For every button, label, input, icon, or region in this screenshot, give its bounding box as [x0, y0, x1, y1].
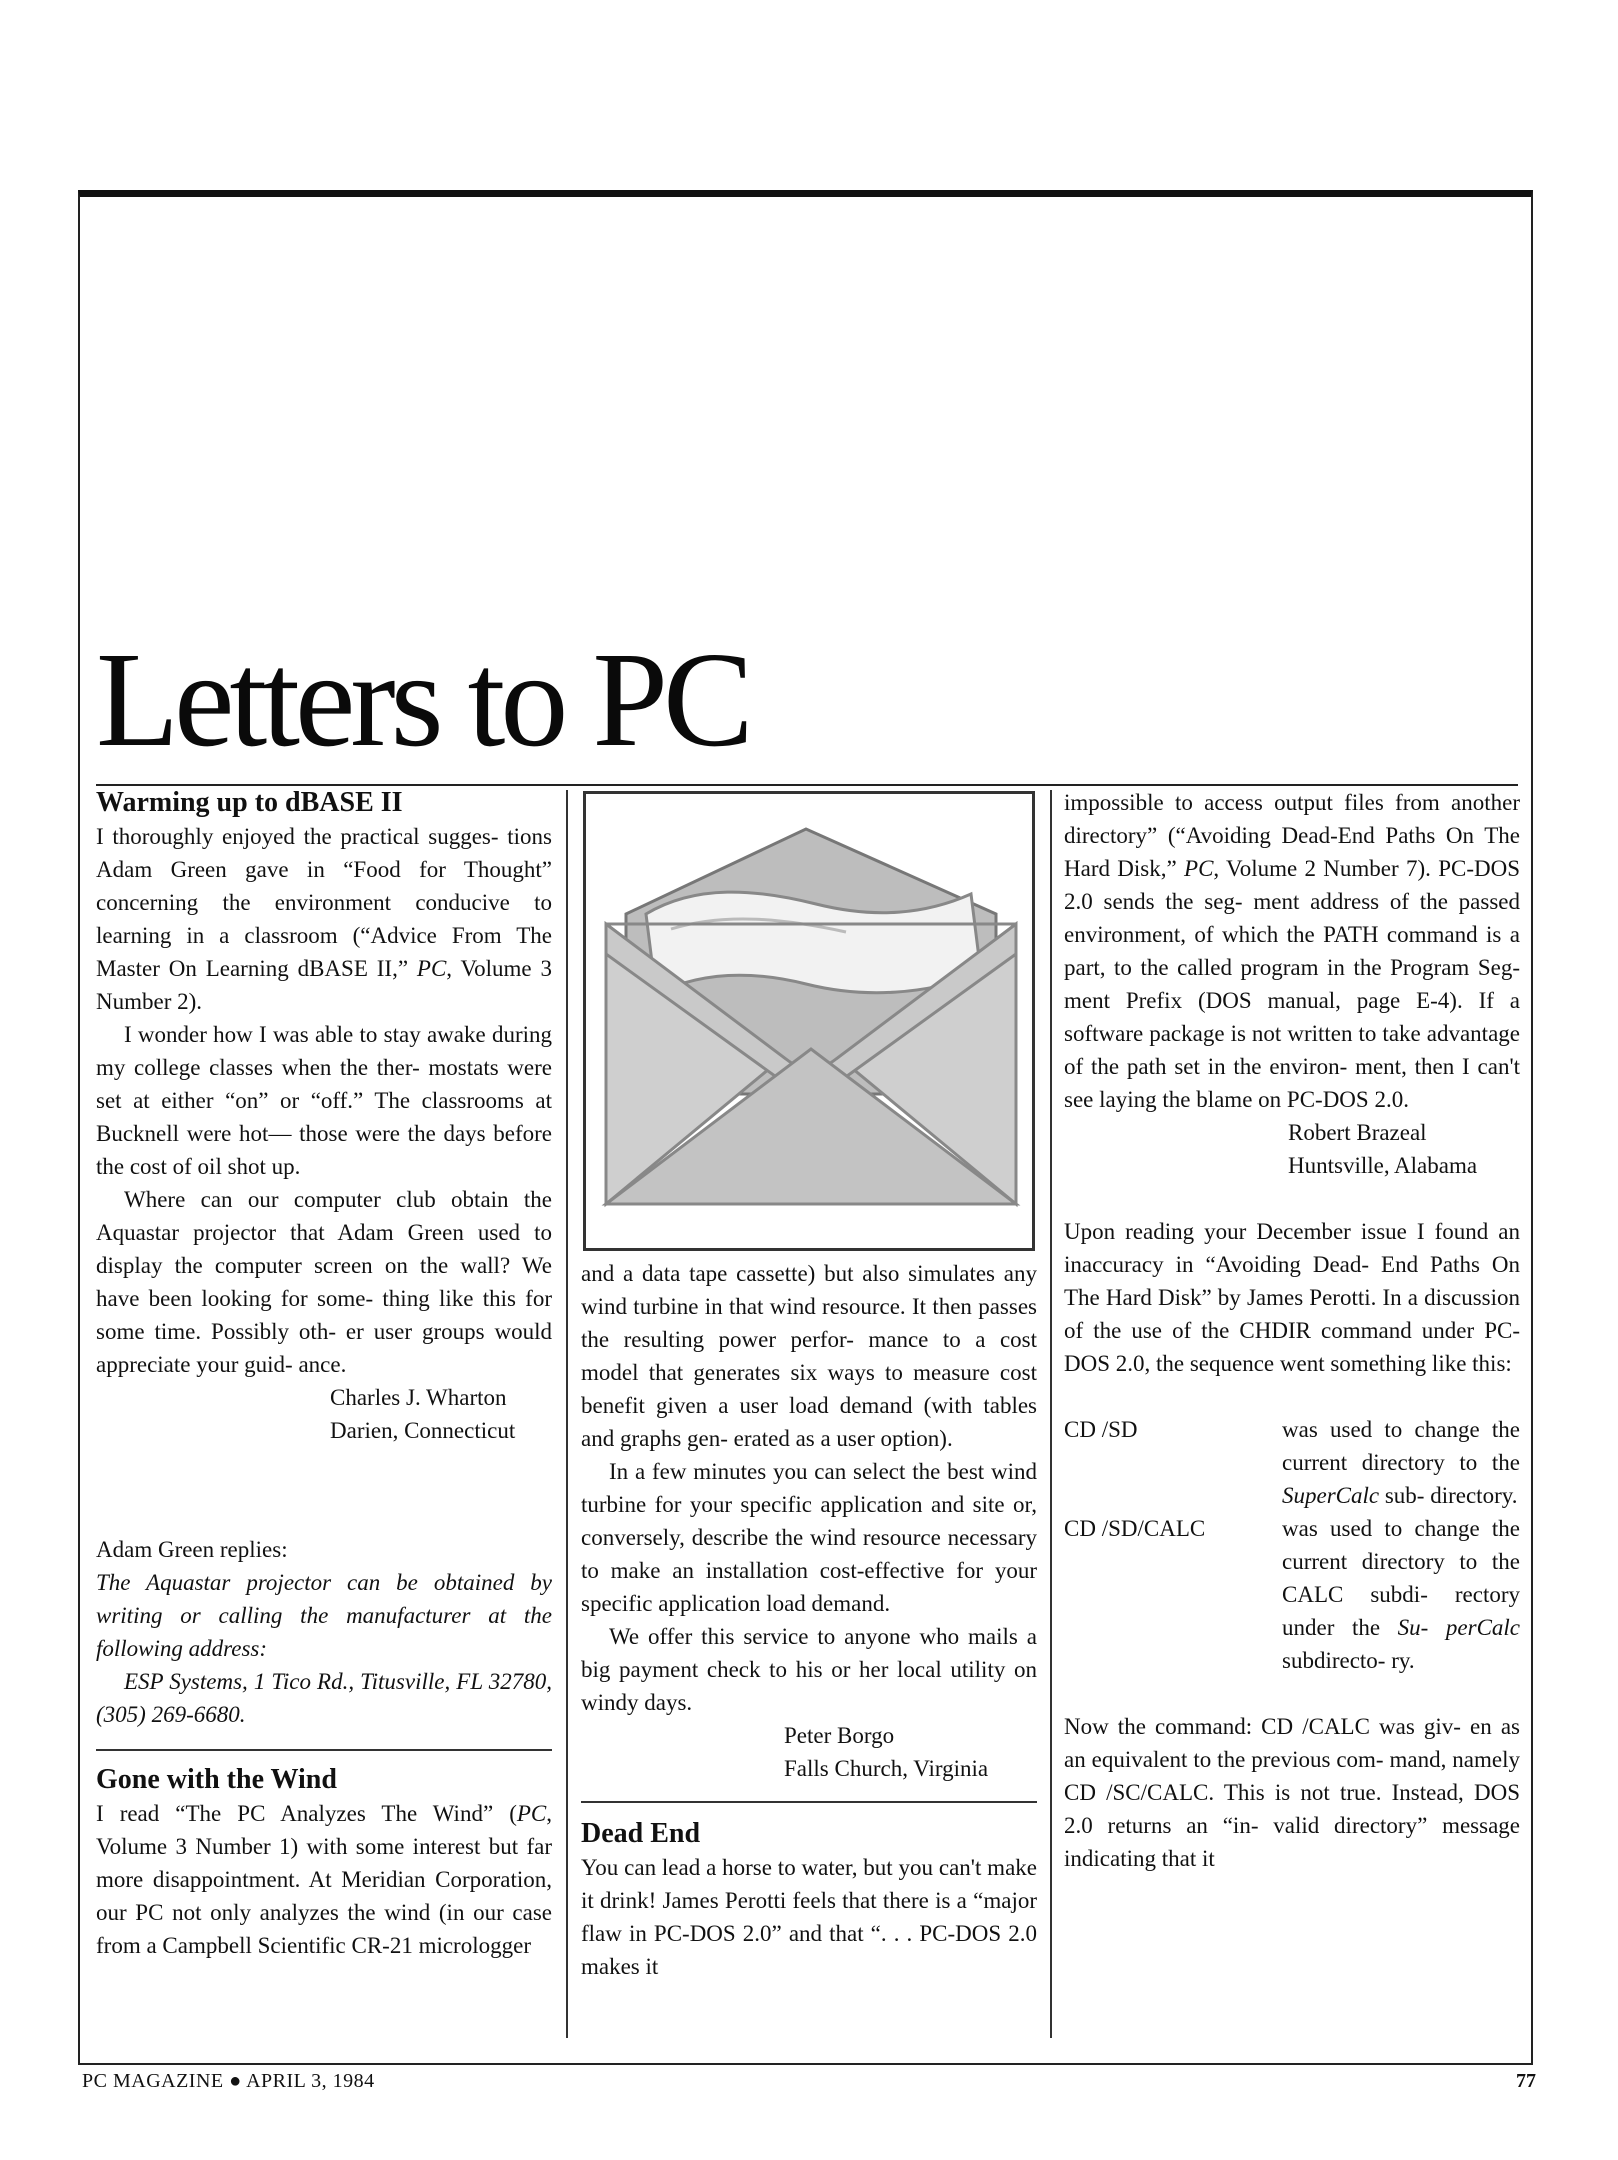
command: CD /SD/CALC — [1064, 1516, 1206, 1541]
text: , Volume 3 Number 1) with some interest but far more disappointment. At Meridian Corporation, our PC not only analyzes the wind (in our case from a Campbell Scientific CR-21 micrologger — [96, 1801, 552, 1958]
spacer — [96, 1447, 552, 1513]
text: I thoroughly enjoyed the practical sugges- tions Adam Green gave in “Food for Thought” concerning the environment conducive to learning in a classroom (“Advice From The Master On Learning dBASE II,” — [96, 824, 552, 981]
signature-place: Falls Church, Virginia — [784, 1756, 989, 1781]
text: subdirecto- ry. — [1282, 1648, 1415, 1673]
text: sub- directory. — [1379, 1483, 1518, 1508]
letter-paragraph: We offer this service to anyone who mails a big payment check to his or her local utility on windy days. — [581, 1624, 1037, 1715]
signature-place: Huntsville, Alabama — [1288, 1153, 1478, 1178]
letter-heading: Gone with the Wind — [96, 1764, 337, 1795]
reply-body: The Aquastar projector can be obtained by writing or calling the manufacturer at the following address: — [96, 1570, 552, 1661]
text: was used to change the current directory to the CALC subdi- rectory under the — [1282, 1516, 1520, 1640]
letter-paragraph: Where can our computer club obtain the Aquastar projector that Adam Green used to display the computer screen on the wall? We have been looking for some- thing like this for some time. Possibly oth- er user groups would appreciate your guid- ance. — [96, 1187, 552, 1377]
column-1 — [96, 786, 552, 2048]
column-2 — [581, 786, 1037, 2048]
section-rule — [96, 1749, 552, 1751]
letter-heading: Dead End — [581, 1818, 701, 1849]
letter-paragraph: In a few minutes you can select the best wind turbine for your specific application and site or, conversely, describe the wind resource necessary to make an installation cost-effective for your specific application load demand. — [581, 1459, 1037, 1616]
command: CD /SD — [1064, 1417, 1138, 1442]
magazine-name: PC — [416, 956, 447, 981]
signature-place: Darien, Connecticut — [330, 1418, 516, 1443]
command-row — [1064, 1413, 1520, 1512]
signature-name: Robert Brazeal — [1288, 1120, 1427, 1145]
column-divider — [1050, 790, 1052, 2038]
envelope-icon — [586, 794, 1032, 1248]
command-description — [1282, 1413, 1520, 1512]
letter-paragraph — [96, 820, 552, 1018]
section-rule — [581, 1801, 1037, 1803]
signature-name: Charles J. Wharton — [330, 1385, 507, 1410]
letter-heading: Warming up to dBASE II — [96, 787, 403, 818]
reply-intro: Adam Green replies: — [96, 1537, 288, 1562]
letter-paragraph: and a data tape cassette) but also simulates any wind turbine in that wind resource. It then passes the resulting power perfor- mance to a cost model that generates six ways to measure cost benefit given a user load demand (with tables and graphs gen- erated as a user option). — [581, 1261, 1037, 1451]
spacer — [1064, 1380, 1520, 1413]
command-description — [1282, 1512, 1520, 1677]
spacer — [1064, 1677, 1520, 1710]
text: , Volume 3 Number 2). — [96, 956, 552, 1014]
product-name: SuperCalc — [1282, 1483, 1380, 1508]
column-divider — [566, 790, 568, 2038]
magazine-name: PC — [516, 1801, 547, 1826]
letter-paragraph — [1064, 786, 1520, 1116]
signature-name: Peter Borgo — [784, 1723, 895, 1748]
page-number: 77 — [1516, 2070, 1536, 2092]
letter-paragraph: You can lead a horse to water, but you can't make it drink! James Perotti feels that there is a “major flaw in PC-DOS 2.0” and that “. . . PC-DOS 2.0 makes it — [581, 1855, 1037, 1979]
page-title: Letters to PC — [96, 625, 749, 775]
text: impossible to access output files from another directory” (“Avoiding Dead-End Paths On The Hard Disk,” — [1064, 790, 1520, 881]
product-name: Su- perCalc — [1397, 1615, 1520, 1640]
column-3 — [1064, 786, 1520, 2048]
letter-paragraph: Upon reading your December issue I found an inaccuracy in “Avoiding Dead- End Paths On The Hard Disk” by James Perotti. In a discussion of the use of the CHDIR command under PC-DOS 2.0, the sequence went something like this: — [1064, 1219, 1520, 1376]
reply-address: ESP Systems, 1 Tico Rd., Titusville, FL 32780, (305) 269-6680. — [96, 1669, 552, 1727]
letter-paragraph — [96, 1797, 552, 1962]
spacer — [96, 1513, 552, 1533]
text: , Volume 2 Number 7). PC-DOS 2.0 sends the seg- ment address of the passed environment, of which the PATH command is a part, to the called program in the Program Seg- ment Prefix (DOS manual, page E-4). If a software package is not written to take advantage of the path set in the environ- ment, then I can't see laying the blame on PC-DOS 2.0. — [1064, 856, 1520, 1112]
letter-paragraph: Now the command: CD /CALC was giv- en as an equivalent to the previous com- mand, namely CD /SC/CALC. This is not true. Instead, DOS 2.0 returns an “in- valid directory” message indicating that it — [1064, 1714, 1520, 1871]
spacer — [1064, 1182, 1520, 1215]
command-row — [1064, 1512, 1520, 1677]
text: was used to change the current directory to the — [1282, 1417, 1520, 1475]
footer-publication: PC MAGAZINE ● APRIL 3, 1984 — [82, 2070, 375, 2092]
letter-paragraph: I wonder how I was able to stay awake during my college classes when the ther- mostats were set at either “on” or “off.” The classrooms at Bucknell were hot— those were the days before the cost of oil shot up. — [96, 1022, 552, 1179]
envelope-illustration — [583, 791, 1035, 1251]
magazine-name: PC — [1184, 856, 1214, 881]
text: I read “The PC Analyzes The Wind” ( — [96, 1801, 517, 1826]
